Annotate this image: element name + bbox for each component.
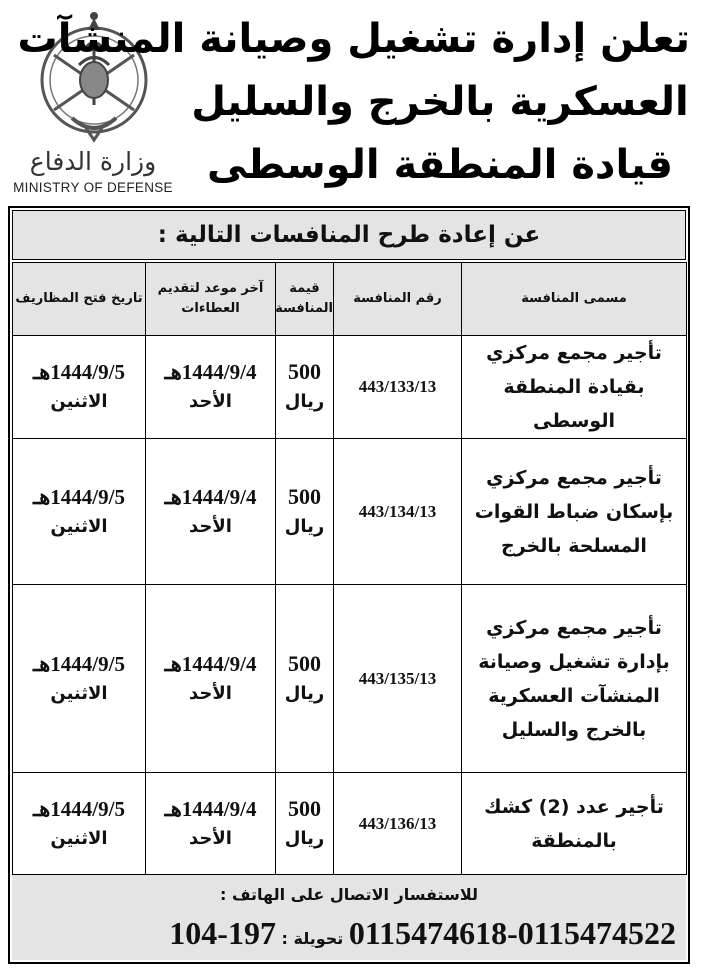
tender-value: 500 [288,359,321,384]
last-date-cell [146,773,276,875]
tenders-frame [8,206,690,964]
tender-currency: ريال [284,391,325,412]
open-day: الاثنين [50,827,108,849]
tender-name-line: بإدارة تشغيل وصيانة [478,650,670,673]
open-date: 1444/9/5هـ [33,796,125,821]
tender-name-line: المسلحة بالخرج [501,534,647,557]
open-day: الاثنين [50,682,108,704]
open-date: 1444/9/5هـ [33,360,125,384]
tender-number-cell: 443/133/13 [334,336,462,439]
tender-name-line: المنشآت العسكرية [488,684,660,707]
tender-name-line: بالخرج والسليل [501,718,647,741]
table-row [13,773,687,875]
title-line-3: قيادة المنطقة الوسطى [207,142,673,188]
tenders-subheader: عن إعادة طرح المنافسات التالية : [12,210,686,260]
tender-currency: ريال [284,827,325,849]
extension-numbers: 104-197 [169,915,276,951]
tender-name-line: بإسكان ضباط القوات [474,500,674,523]
tender-name-cell [462,336,687,439]
last-day: الأحد [189,391,232,412]
tender-value-cell [276,336,334,439]
tender-number-cell: 443/134/13 [334,439,462,585]
tenders-table [12,262,687,875]
title-line-1: تعلن إدارة تشغيل وصيانة المنشآت [17,16,690,62]
header-open-date: تاريخ فتح المظاريف [13,263,146,336]
tender-value: 500 [288,650,321,676]
last-date-cell [146,585,276,773]
table-header-row [13,263,687,336]
tender-name-cell [462,773,687,875]
header-last-date: آخر موعد لتقديم العطاءات [146,263,276,336]
last-date-cell [146,439,276,585]
tender-value: 500 [288,483,321,509]
open-date-cell [13,439,146,585]
header-tender-value: قيمة المنافسة [276,263,334,336]
tender-value-cell [276,585,334,773]
open-date-cell [13,585,146,773]
last-day: الأحد [189,827,232,849]
open-date-cell [13,336,146,439]
extension-label: تحويلة : [281,929,344,948]
contact-label: للاستفسار الاتصال على الهاتف : [220,885,478,904]
tender-name-line: تأجير مجمع مركزي [486,616,662,639]
tender-name-cell [462,439,687,585]
open-day: الاثنين [50,391,108,412]
tender-number-cell: 443/136/13 [334,773,462,875]
tender-currency: ريال [284,682,325,704]
table-row [13,585,687,773]
last-date-cell [146,336,276,439]
open-day: الاثنين [50,515,108,537]
tender-name-line: بقيادة المنطقة الوسطى [503,376,645,432]
last-date: 1444/9/4هـ [164,360,257,384]
last-date: 1444/9/4هـ [164,796,257,821]
logo-arabic-text: وزارة الدفاع [29,147,157,176]
open-date: 1444/9/5هـ [33,651,125,676]
last-day: الأحد [189,682,232,704]
logo-english-text: MINISTRY OF DEFENSE [13,180,173,195]
tender-name-line: تأجير مجمع مركزي [486,342,662,364]
contact-footer [12,874,686,960]
tender-name-cell [462,585,687,773]
tender-name-line: تأجير عدد (2) كشك [484,795,664,818]
last-date: 1444/9/4هـ [164,484,257,509]
last-day: الأحد [189,515,232,537]
last-date: 1444/9/4هـ [164,651,257,676]
header-tender-name: مسمى المنافسة [462,263,687,336]
open-date: 1444/9/5هـ [33,484,125,509]
tender-currency: ريال [284,515,325,537]
header-tender-number: رقم المنافسة [334,263,462,336]
phone-numbers: 0115474618-0115474522 [348,915,676,951]
tender-value: 500 [288,795,321,821]
tender-value-cell [276,439,334,585]
tender-number-cell: 443/135/13 [334,585,462,773]
tender-name-line: بالمنطقة [531,829,617,852]
tender-name-line: تأجير مجمع مركزي [486,466,662,489]
title-line-2: العسكرية بالخرج والسليل [191,79,689,125]
open-date-cell [13,773,146,875]
table-row [13,439,687,585]
contact-phones [22,915,676,952]
tender-value-cell [276,773,334,875]
table-row [13,336,687,439]
